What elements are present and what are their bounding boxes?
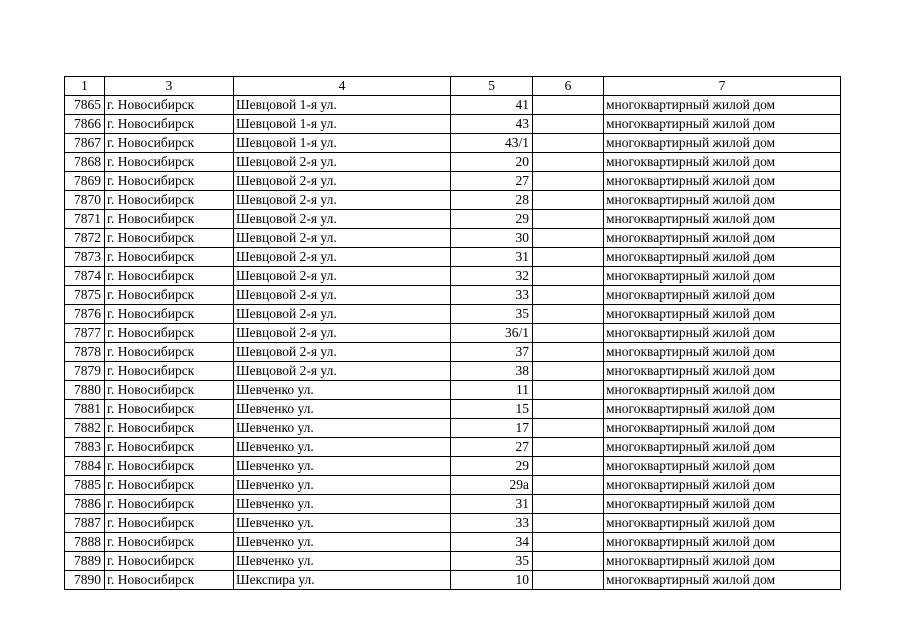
column6-cell — [533, 552, 604, 571]
table-row — [65, 419, 841, 438]
building-type-cell: многоквартирный жилой дом — [604, 172, 841, 191]
table-row — [65, 172, 841, 191]
table-row — [65, 533, 841, 552]
column6-cell — [533, 267, 604, 286]
row-number-cell: 7889 — [65, 552, 105, 571]
street-cell: Шевцовой 2-я ул. — [234, 286, 451, 305]
street-cell: Шевцовой 2-я ул. — [234, 324, 451, 343]
column6-cell — [533, 134, 604, 153]
building-type-cell: многоквартирный жилой дом — [604, 533, 841, 552]
column6-cell — [533, 324, 604, 343]
house-number-cell: 35 — [451, 552, 533, 571]
column6-cell — [533, 343, 604, 362]
city-cell: г. Новосибирск — [105, 96, 234, 115]
street-cell: Шевцовой 1-я ул. — [234, 134, 451, 153]
house-number-cell: 36/1 — [451, 324, 533, 343]
header-cell-col5: 5 — [451, 77, 533, 96]
table-row — [65, 267, 841, 286]
row-number-cell: 7865 — [65, 96, 105, 115]
street-cell: Шевцовой 2-я ул. — [234, 362, 451, 381]
street-cell: Шевцовой 2-я ул. — [234, 172, 451, 191]
building-type-cell: многоквартирный жилой дом — [604, 248, 841, 267]
building-type-cell: многоквартирный жилой дом — [604, 457, 841, 476]
row-number-cell: 7883 — [65, 438, 105, 457]
table-row — [65, 343, 841, 362]
row-number-cell: 7872 — [65, 229, 105, 248]
table-row — [65, 571, 841, 590]
city-cell: г. Новосибирск — [105, 476, 234, 495]
row-number-cell: 7867 — [65, 134, 105, 153]
row-number-cell: 7873 — [65, 248, 105, 267]
building-type-cell: многоквартирный жилой дом — [604, 324, 841, 343]
street-cell: Шекспира ул. — [234, 571, 451, 590]
column6-cell — [533, 514, 604, 533]
building-type-cell: многоквартирный жилой дом — [604, 210, 841, 229]
table-row — [65, 438, 841, 457]
house-number-cell: 37 — [451, 343, 533, 362]
building-type-cell: многоквартирный жилой дом — [604, 400, 841, 419]
column6-cell — [533, 210, 604, 229]
street-cell: Шевцовой 2-я ул. — [234, 210, 451, 229]
city-cell: г. Новосибирск — [105, 286, 234, 305]
city-cell: г. Новосибирск — [105, 229, 234, 248]
table-row — [65, 96, 841, 115]
street-cell: Шевцовой 1-я ул. — [234, 115, 451, 134]
city-cell: г. Новосибирск — [105, 115, 234, 134]
house-number-cell: 11 — [451, 381, 533, 400]
building-type-cell: многоквартирный жилой дом — [604, 495, 841, 514]
table-row — [65, 457, 841, 476]
building-type-cell: многоквартирный жилой дом — [604, 96, 841, 115]
row-number-cell: 7887 — [65, 514, 105, 533]
city-cell: г. Новосибирск — [105, 571, 234, 590]
city-cell: г. Новосибирск — [105, 324, 234, 343]
row-number-cell: 7878 — [65, 343, 105, 362]
row-number-cell: 7874 — [65, 267, 105, 286]
row-number-cell: 7870 — [65, 191, 105, 210]
building-type-cell: многоквартирный жилой дом — [604, 381, 841, 400]
row-number-cell: 7877 — [65, 324, 105, 343]
house-number-cell: 30 — [451, 229, 533, 248]
city-cell: г. Новосибирск — [105, 191, 234, 210]
house-number-cell: 31 — [451, 248, 533, 267]
house-number-cell: 10 — [451, 571, 533, 590]
table-row — [65, 514, 841, 533]
city-cell: г. Новосибирск — [105, 533, 234, 552]
row-number-cell: 7890 — [65, 571, 105, 590]
house-number-cell: 20 — [451, 153, 533, 172]
building-type-cell: многоквартирный жилой дом — [604, 153, 841, 172]
row-number-cell: 7884 — [65, 457, 105, 476]
housing-register-table — [64, 76, 841, 590]
building-type-cell: многоквартирный жилой дом — [604, 438, 841, 457]
building-type-cell: многоквартирный жилой дом — [604, 552, 841, 571]
house-number-cell: 15 — [451, 400, 533, 419]
city-cell: г. Новосибирск — [105, 172, 234, 191]
row-number-cell: 7868 — [65, 153, 105, 172]
row-number-cell: 7882 — [65, 419, 105, 438]
row-number-cell: 7875 — [65, 286, 105, 305]
house-number-cell: 29 — [451, 210, 533, 229]
house-number-cell: 31 — [451, 495, 533, 514]
column6-cell — [533, 400, 604, 419]
street-cell: Шевцовой 1-я ул. — [234, 96, 451, 115]
house-number-cell: 33 — [451, 286, 533, 305]
house-number-cell: 27 — [451, 438, 533, 457]
header-cell-col7: 7 — [604, 77, 841, 96]
row-number-cell: 7866 — [65, 115, 105, 134]
row-number-cell: 7876 — [65, 305, 105, 324]
column6-cell — [533, 305, 604, 324]
house-number-cell: 38 — [451, 362, 533, 381]
table-row — [65, 191, 841, 210]
building-type-cell: многоквартирный жилой дом — [604, 134, 841, 153]
column6-cell — [533, 533, 604, 552]
city-cell: г. Новосибирск — [105, 248, 234, 267]
column6-cell — [533, 248, 604, 267]
street-cell: Шевцовой 2-я ул. — [234, 267, 451, 286]
column6-cell — [533, 457, 604, 476]
street-cell: Шевцовой 2-я ул. — [234, 229, 451, 248]
city-cell: г. Новосибирск — [105, 343, 234, 362]
city-cell: г. Новосибирск — [105, 381, 234, 400]
house-number-cell: 28 — [451, 191, 533, 210]
table-row — [65, 134, 841, 153]
table-row — [65, 248, 841, 267]
building-type-cell: многоквартирный жилой дом — [604, 571, 841, 590]
street-cell: Шевченко ул. — [234, 457, 451, 476]
building-type-cell: многоквартирный жилой дом — [604, 115, 841, 134]
house-number-cell: 27 — [451, 172, 533, 191]
house-number-cell: 33 — [451, 514, 533, 533]
column6-cell — [533, 362, 604, 381]
street-cell: Шевченко ул. — [234, 476, 451, 495]
row-number-cell: 7880 — [65, 381, 105, 400]
building-type-cell: многоквартирный жилой дом — [604, 286, 841, 305]
street-cell: Шевченко ул. — [234, 495, 451, 514]
city-cell: г. Новосибирск — [105, 267, 234, 286]
table-row — [65, 286, 841, 305]
city-cell: г. Новосибирск — [105, 305, 234, 324]
table-row — [65, 324, 841, 343]
street-cell: Шевченко ул. — [234, 533, 451, 552]
city-cell: г. Новосибирск — [105, 457, 234, 476]
building-type-cell: многоквартирный жилой дом — [604, 229, 841, 248]
house-number-cell: 29а — [451, 476, 533, 495]
street-cell: Шевцовой 2-я ул. — [234, 191, 451, 210]
building-type-cell: многоквартирный жилой дом — [604, 362, 841, 381]
table-body — [65, 77, 841, 590]
city-cell: г. Новосибирск — [105, 438, 234, 457]
row-number-cell: 7885 — [65, 476, 105, 495]
column6-cell — [533, 153, 604, 172]
house-number-cell: 17 — [451, 419, 533, 438]
house-number-cell: 35 — [451, 305, 533, 324]
city-cell: г. Новосибирск — [105, 153, 234, 172]
row-number-cell: 7888 — [65, 533, 105, 552]
row-number-cell: 7886 — [65, 495, 105, 514]
column6-cell — [533, 476, 604, 495]
column6-cell — [533, 419, 604, 438]
header-cell-col6: 6 — [533, 77, 604, 96]
house-number-cell: 43/1 — [451, 134, 533, 153]
building-type-cell: многоквартирный жилой дом — [604, 514, 841, 533]
table-header-row — [65, 77, 841, 96]
table-row — [65, 552, 841, 571]
street-cell: Шевченко ул. — [234, 400, 451, 419]
house-number-cell: 43 — [451, 115, 533, 134]
building-type-cell: многоквартирный жилой дом — [604, 305, 841, 324]
row-number-cell: 7871 — [65, 210, 105, 229]
city-cell: г. Новосибирск — [105, 419, 234, 438]
table-row — [65, 362, 841, 381]
row-number-cell: 7881 — [65, 400, 105, 419]
building-type-cell: многоквартирный жилой дом — [604, 267, 841, 286]
street-cell: Шевченко ул. — [234, 514, 451, 533]
table-row — [65, 305, 841, 324]
column6-cell — [533, 438, 604, 457]
table-row — [65, 210, 841, 229]
column6-cell — [533, 96, 604, 115]
table-row — [65, 229, 841, 248]
street-cell: Шевченко ул. — [234, 419, 451, 438]
house-number-cell: 34 — [451, 533, 533, 552]
header-cell-col3: 3 — [105, 77, 234, 96]
house-number-cell: 32 — [451, 267, 533, 286]
column6-cell — [533, 191, 604, 210]
street-cell: Шевцовой 2-я ул. — [234, 153, 451, 172]
city-cell: г. Новосибирск — [105, 552, 234, 571]
building-type-cell: многоквартирный жилой дом — [604, 419, 841, 438]
street-cell: Шевченко ул. — [234, 381, 451, 400]
street-cell: Шевцовой 2-я ул. — [234, 305, 451, 324]
column6-cell — [533, 229, 604, 248]
street-cell: Шевцовой 2-я ул. — [234, 248, 451, 267]
building-type-cell: многоквартирный жилой дом — [604, 476, 841, 495]
city-cell: г. Новосибирск — [105, 362, 234, 381]
building-type-cell: многоквартирный жилой дом — [604, 191, 841, 210]
column6-cell — [533, 115, 604, 134]
row-number-cell: 7879 — [65, 362, 105, 381]
table-row — [65, 400, 841, 419]
city-cell: г. Новосибирск — [105, 495, 234, 514]
column6-cell — [533, 172, 604, 191]
column6-cell — [533, 286, 604, 305]
building-type-cell: многоквартирный жилой дом — [604, 343, 841, 362]
street-cell: Шевченко ул. — [234, 552, 451, 571]
table-row — [65, 115, 841, 134]
house-number-cell: 29 — [451, 457, 533, 476]
column6-cell — [533, 571, 604, 590]
header-cell-col4: 4 — [234, 77, 451, 96]
street-cell: Шевченко ул. — [234, 438, 451, 457]
column6-cell — [533, 495, 604, 514]
table-row — [65, 381, 841, 400]
city-cell: г. Новосибирск — [105, 210, 234, 229]
column6-cell — [533, 381, 604, 400]
street-cell: Шевцовой 2-я ул. — [234, 343, 451, 362]
house-number-cell: 41 — [451, 96, 533, 115]
table-row — [65, 495, 841, 514]
table-row — [65, 476, 841, 495]
city-cell: г. Новосибирск — [105, 134, 234, 153]
row-number-cell: 7869 — [65, 172, 105, 191]
city-cell: г. Новосибирск — [105, 514, 234, 533]
header-cell-col1: 1 — [65, 77, 105, 96]
city-cell: г. Новосибирск — [105, 400, 234, 419]
table-row — [65, 153, 841, 172]
